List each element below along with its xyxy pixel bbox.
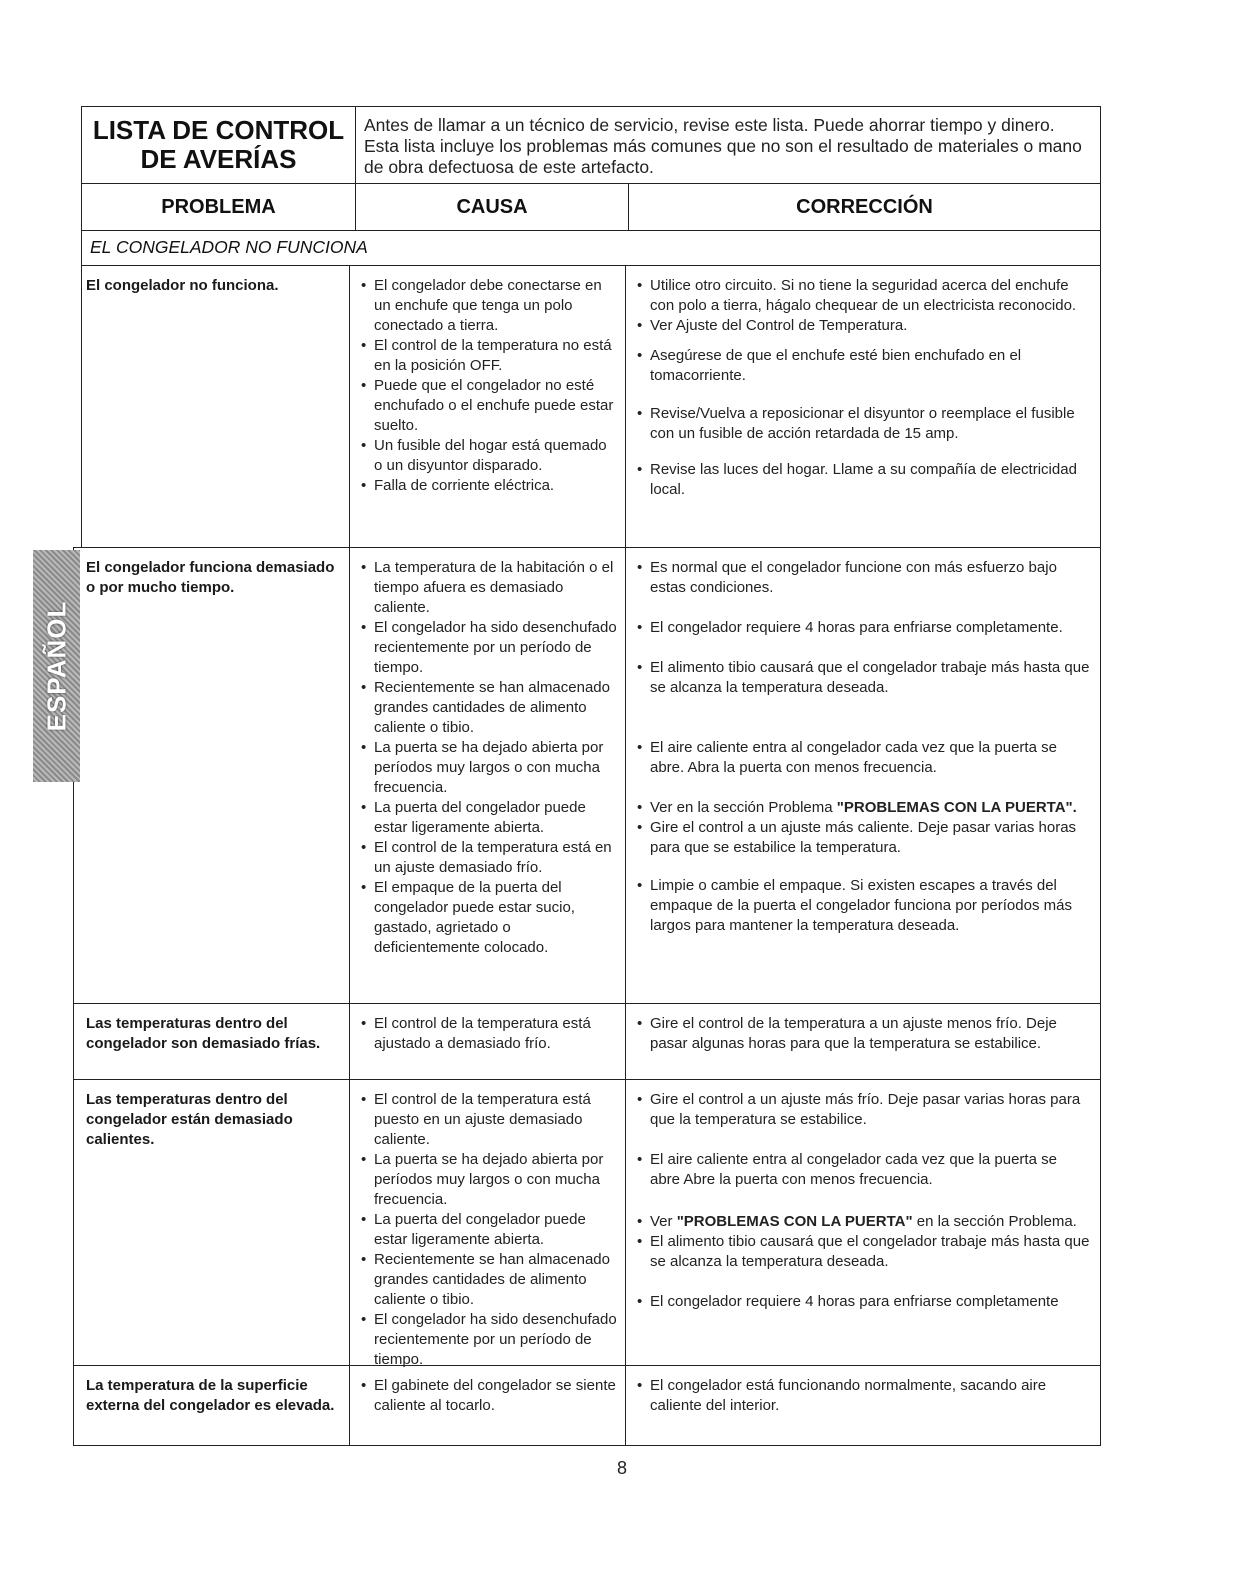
problem-cell: Las temperaturas dentro del congelador están demasiado calientes. [73, 1080, 349, 1365]
list-item: • Recientemente se han almacenado grandes cantidades de alimento caliente o tibio. [360, 678, 617, 738]
section-title: EL CONGELADOR NO FUNCIONA [81, 230, 1101, 266]
list-item: • Falla de corriente eléctrica. [360, 476, 617, 496]
list-item: • El congelador requiere 4 horas para enfriarse completamente [636, 1292, 1090, 1312]
list-item: • Recientemente se han almacenado grandes cantidades de alimento caliente o tibio. [360, 1250, 617, 1310]
problem-cell: La temperatura de la superficie externa del congelador es elevada. [73, 1366, 349, 1445]
list-item: • Ver Ajuste del Control de Temperatura. [636, 316, 1090, 336]
correction-cell [625, 266, 1101, 547]
column-heading-correction: CORRECCIÓN [628, 183, 1101, 231]
column-heading-cause: CAUSA [355, 183, 629, 231]
list-item: • El aire caliente entra al congelador cada vez que la puerta se abre. Abra la puerta con menos frecuencia. [636, 738, 1090, 778]
list-item: • Revise las luces del hogar. Llame a su compañía de electricidad local. [636, 460, 1090, 500]
checklist-header [81, 106, 1101, 184]
list-item: • Puede que el congelador no esté enchufado o el enchufe puede estar suelto. [360, 376, 617, 436]
list-item: • La puerta se ha dejado abierta por períodos muy largos o con mucha frecuencia. [360, 738, 617, 798]
list-item: • El alimento tibio causará que el congelador trabaje más hasta que se alcanza la temperatura deseada. [636, 1232, 1090, 1272]
list-item: • El control de la temperatura no está en la posición OFF. [360, 336, 617, 376]
list-item: • Asegúrese de que el enchufe esté bien enchufado en el tomacorriente. [636, 346, 1090, 386]
list-item: • El empaque de la puerta del congelador puede estar sucio, gastado, agrietado o deficientemente colocado. [360, 878, 617, 958]
list-item [636, 798, 1090, 818]
table-row [73, 266, 1101, 548]
list-item: • Gire el control a un ajuste más frío. Deje pasar varias horas para que la temperatura se estabilice. [636, 1090, 1090, 1130]
list-item: • El aire caliente entra al congelador cada vez que la puerta se abre Abre la puerta con menos frecuencia. [636, 1150, 1090, 1190]
list-item: • La puerta se ha dejado abierta por períodos muy largos o con mucha frecuencia. [360, 1150, 617, 1210]
checklist-title [82, 107, 356, 183]
table-row [73, 1366, 1101, 1446]
cause-cell [349, 1366, 625, 1445]
list-item: • Limpie o cambie el empaque. Si existen escapes a través del empaque de la puerta el congelador funciona por períodos más largos para mantener la temperatura deseada. [636, 876, 1090, 936]
list-item: • El alimento tibio causará que el congelador trabaje más hasta que se alcanza la temperatura deseada. [636, 658, 1090, 698]
door-correction-suffix: en la sección Problema. [912, 1213, 1077, 1230]
door-correction-bold: "PROBLEMAS CON LA PUERTA". [836, 799, 1077, 816]
correction-cell [625, 548, 1101, 1003]
list-item: • El gabinete del congelador se siente caliente al tocarlo. [360, 1376, 617, 1416]
door-correction-prefix: Ver en la sección Problema [650, 799, 837, 816]
cause-cell [349, 1004, 625, 1079]
problem-cell: El congelador funciona demasiado o por mucho tiempo. [73, 548, 349, 1003]
cause-cell [349, 1080, 625, 1368]
table-row [73, 1004, 1101, 1080]
problem-cell: Las temperaturas dentro del congelador son demasiado frías. [73, 1004, 349, 1079]
list-item: • La temperatura de la habitación o el tiempo afuera es demasiado caliente. [360, 558, 617, 618]
table-row [73, 548, 1101, 1004]
list-item: • Gire el control a un ajuste más caliente. Deje pasar varias horas para que se estabilice la temperatura. [636, 818, 1090, 858]
title-line-2: DE AVERÍAS [140, 144, 297, 174]
door-correction-prefix: Ver [650, 1213, 677, 1230]
list-item: • El congelador ha sido desenchufado recientemente por un período de tiempo. [360, 1310, 617, 1370]
list-item: • Es normal que el congelador funcione con más esfuerzo bajo estas condiciones. [636, 558, 1090, 598]
list-item: • Utilice otro circuito. Si no tiene la seguridad acerca del enchufe con polo a tierra, hágalo chequear de un electricista reconocido. [636, 276, 1090, 316]
list-item: • La puerta del congelador puede estar ligeramente abierta. [360, 798, 617, 838]
door-correction-bold: "PROBLEMAS CON LA PUERTA" [676, 1213, 913, 1230]
list-item: • Gire el control de la temperatura a un ajuste menos frío. Deje pasar algunas horas para que la temperatura se estabilice. [636, 1014, 1090, 1054]
table-row [73, 1080, 1101, 1366]
list-item [636, 1212, 1090, 1232]
language-tab-label: ESPAÑOL [41, 600, 71, 732]
page-number: 8 [616, 1458, 627, 1478]
list-item: • La puerta del congelador puede estar ligeramente abierta. [360, 1210, 617, 1250]
list-item: • Revise/Vuelva a reposicionar el disyuntor o reemplace el fusible con un fusible de acción retardada de 15 amp. [636, 404, 1090, 444]
correction-cell [625, 1366, 1101, 1445]
list-item: • El congelador debe conectarse en un enchufe que tenga un polo conectado a tierra. [360, 276, 617, 336]
cause-cell [349, 266, 625, 547]
list-item: • El congelador está funcionando normalmente, sacando aire caliente del interior. [636, 1376, 1090, 1416]
problem-cell: El congelador no funciona. [81, 266, 349, 547]
correction-cell [625, 1004, 1101, 1079]
list-item: • Un fusible del hogar está quemado o un disyuntor disparado. [360, 436, 617, 476]
list-item: • El congelador ha sido desenchufado recientemente por un período de tiempo. [360, 618, 617, 678]
correction-cell [625, 1080, 1101, 1365]
language-tab [33, 550, 80, 782]
cause-cell [349, 548, 625, 1003]
list-item: • El control de la temperatura está en un ajuste demasiado frío. [360, 838, 617, 878]
list-item: • El control de la temperatura está ajustado a demasiado frío. [360, 1014, 617, 1054]
list-item: • El congelador requiere 4 horas para enfriarse completamente. [636, 618, 1090, 638]
column-heading-problem: PROBLEMA [81, 183, 356, 231]
intro-text: Antes de llamar a un técnico de servicio, revise este lista. Puede ahorrar tiempo y dinero. Esta lista incluye los problemas más comunes que no son el resultado de materiales o mano de obra defectuosa de este artefacto. [364, 115, 1082, 177]
title-line-1: LISTA DE CONTROL [92, 115, 345, 145]
list-item: • El control de la temperatura está puesto en un ajuste demasiado caliente. [360, 1090, 617, 1150]
